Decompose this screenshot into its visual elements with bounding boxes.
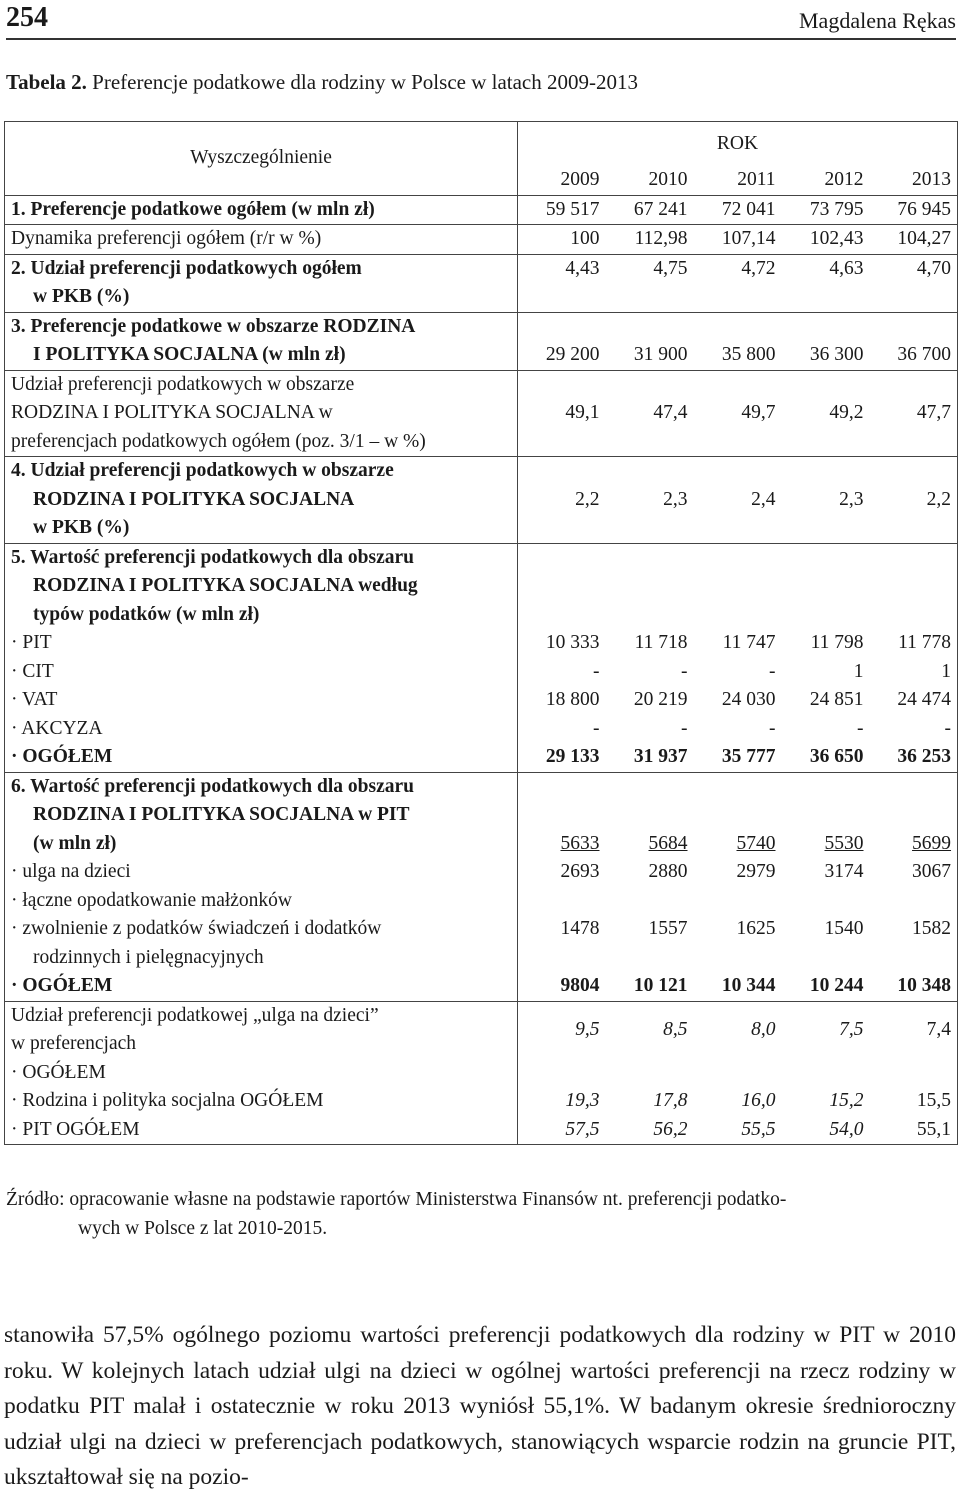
cell-value: 1625 bbox=[736, 918, 776, 939]
body-paragraph: stanowiła 57,5% ogólnego poziomu wartości preferencji podatkowych dla rodziny w PIT w 2010 roku. W kolejnych latach udział ulgi na dzieci w ogólnej wartości preferencji na rzecz rodziny w podatku PIT malał i ostatecznie w roku 2013 wyniósł 55,1%. W badanym okresie średnioroczny udział ulgi na dzieci w preferencjach podatkowych, stanowiących wsparcie rodzin na gruncie PIT, ukształtował się na pozio- bbox=[4, 1322, 956, 1490]
cell-value: 35 800 bbox=[721, 344, 776, 365]
cell-value: 16,0 bbox=[741, 1090, 776, 1111]
row-label bbox=[5, 543, 518, 629]
cell-value: 10 121 bbox=[633, 975, 688, 996]
cell-value: 31 937 bbox=[633, 746, 688, 767]
source-text-line2: wych w Polsce z lat 2010-2015. bbox=[78, 1218, 328, 1239]
cell-value: 2880 bbox=[648, 861, 688, 882]
cell-value: 104,27 bbox=[897, 228, 952, 249]
cell-value: 36 253 bbox=[897, 746, 952, 767]
cell-value: 49,2 bbox=[829, 402, 864, 423]
cell-value: 2979 bbox=[736, 861, 776, 882]
row-label-line: 1. Preferencje podatkowe ogółem (w mln zł) bbox=[11, 198, 375, 220]
row-label-line: · PIT OGÓŁEM bbox=[11, 1118, 140, 1140]
table-caption bbox=[6, 70, 638, 95]
table-row bbox=[5, 887, 958, 916]
column-group-header: ROK bbox=[518, 122, 958, 167]
cell-value: 47,4 bbox=[653, 402, 688, 423]
cell-value: 5699 bbox=[912, 832, 952, 854]
cell-value: 29 133 bbox=[545, 746, 600, 767]
cell-value: - bbox=[944, 717, 952, 739]
table-row bbox=[5, 629, 958, 658]
cell-value: 55,1 bbox=[916, 1118, 952, 1140]
cell-value: 3174 bbox=[824, 861, 864, 882]
table-row bbox=[5, 686, 958, 715]
cell-value: 29 200 bbox=[545, 344, 600, 365]
cell-value: 73 795 bbox=[809, 198, 864, 220]
cell-value: 59 517 bbox=[545, 198, 600, 220]
row-label-line: · OGÓŁEM bbox=[11, 975, 113, 996]
row-label bbox=[5, 457, 518, 544]
page-number: 254 bbox=[6, 2, 48, 33]
row-label-line: 3. Preferencje podatkowe w obszarze RODZINA bbox=[11, 315, 416, 337]
table-source-note bbox=[6, 1185, 956, 1243]
cell-value: - bbox=[857, 717, 864, 739]
row-label bbox=[5, 715, 518, 744]
cell-value: 8,0 bbox=[751, 1018, 776, 1040]
row-label-line: w preferencjach bbox=[11, 1033, 137, 1054]
row-label-line: 6. Wartość preferencji podatkowych dla obszaru bbox=[11, 775, 414, 797]
table-row bbox=[5, 543, 958, 629]
cell-value: - bbox=[681, 717, 688, 739]
row-label-line: RODZINA I POLITYKA SOCJALNA bbox=[33, 488, 355, 510]
cell-value: 112,98 bbox=[634, 228, 688, 249]
cell-value: 76 945 bbox=[897, 198, 952, 220]
cell-value: 3067 bbox=[912, 861, 952, 882]
table-row bbox=[5, 370, 958, 457]
cell-value: 67 241 bbox=[633, 198, 688, 220]
cell-value: 1478 bbox=[560, 918, 600, 939]
row-label bbox=[5, 1087, 518, 1116]
row-label-line: w PKB (%) bbox=[33, 517, 130, 538]
cell-value: 8,5 bbox=[663, 1018, 688, 1040]
row-label-line: · zwolnienie z podatków świadczeń i dodatków bbox=[11, 918, 382, 939]
row-label-line: preferencjach podatkowych ogółem (poz. 3/1 – w %) bbox=[11, 430, 426, 452]
table-row bbox=[5, 658, 958, 687]
cell-value: 4,63 bbox=[829, 257, 864, 279]
row-label bbox=[5, 1059, 518, 1088]
cell-value: 31 900 bbox=[633, 344, 688, 365]
cell-value: 17,8 bbox=[653, 1090, 688, 1111]
year-header-2011: 2011 bbox=[694, 166, 782, 195]
row-label-line: w PKB (%) bbox=[33, 286, 130, 307]
row-label-line: RODZINA I POLITYKA SOCJALNA w bbox=[11, 402, 333, 423]
row-label-line: · AKCYZA bbox=[11, 717, 103, 739]
table-row bbox=[5, 715, 958, 744]
row-label-line: · łączne opodatkowanie małżonków bbox=[11, 889, 293, 911]
cell-value: 2,4 bbox=[751, 488, 776, 510]
cell-value: 2,2 bbox=[926, 488, 952, 510]
table-row bbox=[5, 972, 958, 1001]
cell-value: - bbox=[593, 660, 600, 682]
cell-value: 36 650 bbox=[809, 746, 864, 767]
cell-value: 9,5 bbox=[575, 1018, 600, 1040]
row-label bbox=[5, 225, 518, 255]
row-label-line: RODZINA I POLITYKA SOCJALNA według bbox=[33, 575, 418, 596]
column-header-label: Wyszczególnienie bbox=[5, 122, 518, 196]
cell-value: 47,7 bbox=[916, 402, 952, 423]
row-label-line: 5. Wartość preferencji podatkowych dla obszaru bbox=[11, 546, 414, 568]
cell-value: 1540 bbox=[824, 918, 864, 939]
cell-value: 2,3 bbox=[839, 488, 864, 510]
row-label-line: 4. Udział preferencji podatkowych w obszarze bbox=[11, 460, 394, 481]
row-label-line: · Rodzina i polityka socjalna OGÓŁEM bbox=[11, 1090, 324, 1111]
cell-value: - bbox=[769, 660, 776, 682]
cell-value: 1 bbox=[853, 660, 864, 682]
cell-value: 1582 bbox=[912, 918, 952, 939]
cell-value: 1 bbox=[941, 660, 952, 682]
cell-value: 72 041 bbox=[721, 198, 776, 220]
cell-value: 9804 bbox=[560, 975, 600, 996]
cell-value: 11 798 bbox=[810, 632, 864, 653]
row-label-line: (w mln zł) bbox=[33, 832, 117, 854]
row-label-line: RODZINA I POLITYKA SOCJALNA w PIT bbox=[33, 804, 410, 825]
cell-value: 100 bbox=[570, 228, 600, 249]
cell-value: 18 800 bbox=[545, 689, 600, 710]
cell-value: 10 244 bbox=[809, 975, 864, 996]
row-label bbox=[5, 629, 518, 658]
row-label-line: Udział preferencji podatkowej „ulga na dzieci” bbox=[11, 1004, 379, 1026]
cell-value: 55,5 bbox=[741, 1118, 776, 1140]
year-header-2012: 2012 bbox=[782, 166, 870, 195]
cell-value: - bbox=[769, 717, 776, 739]
source-text-line1: opracowanie własne na podstawie raportów Ministerstwa Finansów nt. preferencji podatko- bbox=[69, 1189, 787, 1210]
row-label bbox=[5, 972, 518, 1001]
table-row bbox=[5, 858, 958, 887]
cell-value: 54,0 bbox=[829, 1118, 864, 1140]
row-label bbox=[5, 686, 518, 715]
cell-value: 4,75 bbox=[653, 257, 688, 279]
cell-value: 11 747 bbox=[722, 632, 776, 653]
cell-value: 15,2 bbox=[829, 1090, 864, 1111]
cell-value: 10 333 bbox=[545, 632, 600, 653]
table-row bbox=[5, 1087, 958, 1116]
table-title: Preferencje podatkowe dla rodziny w Polsce w latach 2009-2013 bbox=[92, 70, 638, 94]
row-label-line: Udział preferencji podatkowych w obszarze bbox=[11, 373, 355, 395]
row-label bbox=[5, 915, 518, 972]
cell-value: 5740 bbox=[736, 832, 776, 854]
cell-value: 5633 bbox=[560, 832, 600, 854]
table-row bbox=[5, 915, 958, 972]
cell-value: 11 718 bbox=[634, 632, 688, 653]
cell-value: 5530 bbox=[824, 832, 864, 854]
cell-value: 5684 bbox=[648, 832, 688, 854]
table-row bbox=[5, 1001, 958, 1059]
row-label bbox=[5, 743, 518, 772]
cell-value: 20 219 bbox=[633, 689, 688, 710]
table-row bbox=[5, 1116, 958, 1145]
row-label bbox=[5, 772, 518, 858]
cell-value: 2693 bbox=[560, 861, 600, 882]
row-label-line: · OGÓŁEM bbox=[11, 1061, 106, 1083]
table-row bbox=[5, 743, 958, 772]
row-label-line: 2. Udział preferencji podatkowych ogółem bbox=[11, 257, 362, 279]
cell-value: 36 700 bbox=[897, 344, 952, 365]
year-header-2009: 2009 bbox=[518, 166, 606, 195]
cell-value: 57,5 bbox=[565, 1118, 600, 1140]
table-row bbox=[5, 457, 958, 544]
table-row bbox=[5, 195, 958, 225]
row-label bbox=[5, 658, 518, 687]
cell-value: 36 300 bbox=[809, 344, 864, 365]
cell-value: 4,43 bbox=[565, 257, 600, 279]
cell-value: 102,43 bbox=[809, 228, 864, 249]
year-header-2013: 2013 bbox=[870, 166, 958, 195]
row-label bbox=[5, 1116, 518, 1145]
row-label bbox=[5, 858, 518, 887]
table-row bbox=[5, 772, 958, 858]
cell-value: 15,5 bbox=[916, 1090, 952, 1111]
cell-value: - bbox=[681, 660, 688, 682]
cell-value: 24 474 bbox=[897, 689, 952, 710]
cell-value: 49,7 bbox=[741, 402, 776, 423]
row-label-line: I POLITYKA SOCJALNA (w mln zł) bbox=[33, 344, 346, 365]
cell-value: 7,4 bbox=[926, 1018, 952, 1040]
cell-value: 2,3 bbox=[663, 488, 688, 510]
row-label-line: · PIT bbox=[11, 632, 52, 653]
cell-value: - bbox=[593, 717, 600, 739]
cell-value: 10 344 bbox=[721, 975, 776, 996]
cell-value: 24 851 bbox=[809, 689, 864, 710]
row-label bbox=[5, 887, 518, 916]
row-label bbox=[5, 254, 518, 312]
row-label bbox=[5, 312, 518, 370]
cell-value: 19,3 bbox=[565, 1090, 600, 1111]
table-row bbox=[5, 254, 958, 312]
cell-value: 7,5 bbox=[839, 1018, 864, 1040]
author-name: Magdalena Rękas bbox=[799, 8, 956, 33]
table-row bbox=[5, 1059, 958, 1088]
cell-value: 2,2 bbox=[575, 488, 600, 510]
row-label-line: · CIT bbox=[11, 660, 54, 682]
row-label-line: rodzinnych i pielęgnacyjnych bbox=[33, 946, 264, 968]
running-head bbox=[6, 2, 956, 40]
row-label-line: typów podatków (w mln zł) bbox=[33, 603, 260, 625]
row-label bbox=[5, 195, 518, 225]
cell-value: 35 777 bbox=[721, 746, 776, 767]
tax-preferences-table bbox=[4, 121, 958, 1145]
source-label: Źródło: bbox=[6, 1189, 65, 1210]
cell-value: 4,70 bbox=[916, 257, 952, 279]
row-label-line: · VAT bbox=[11, 689, 58, 710]
row-label-line: Dynamika preferencji ogółem (r/r w %) bbox=[11, 228, 322, 249]
cell-value: 56,2 bbox=[653, 1118, 688, 1140]
cell-value: 1557 bbox=[648, 918, 688, 939]
row-label-line: · ulga na dzieci bbox=[11, 861, 131, 882]
cell-value: 24 030 bbox=[721, 689, 776, 710]
cell-value: 107,14 bbox=[721, 228, 776, 249]
year-header-2010: 2010 bbox=[606, 166, 694, 195]
cell-value: 49,1 bbox=[565, 402, 600, 423]
row-label bbox=[5, 370, 518, 457]
cell-value: 11 778 bbox=[898, 632, 952, 653]
table-row bbox=[5, 312, 958, 370]
row-label-line: · OGÓŁEM bbox=[11, 746, 113, 767]
row-label bbox=[5, 1001, 518, 1059]
cell-value: 4,72 bbox=[741, 257, 776, 279]
table-row bbox=[5, 225, 958, 255]
table-label: Tabela 2. bbox=[6, 70, 87, 94]
cell-value: 10 348 bbox=[897, 975, 952, 996]
